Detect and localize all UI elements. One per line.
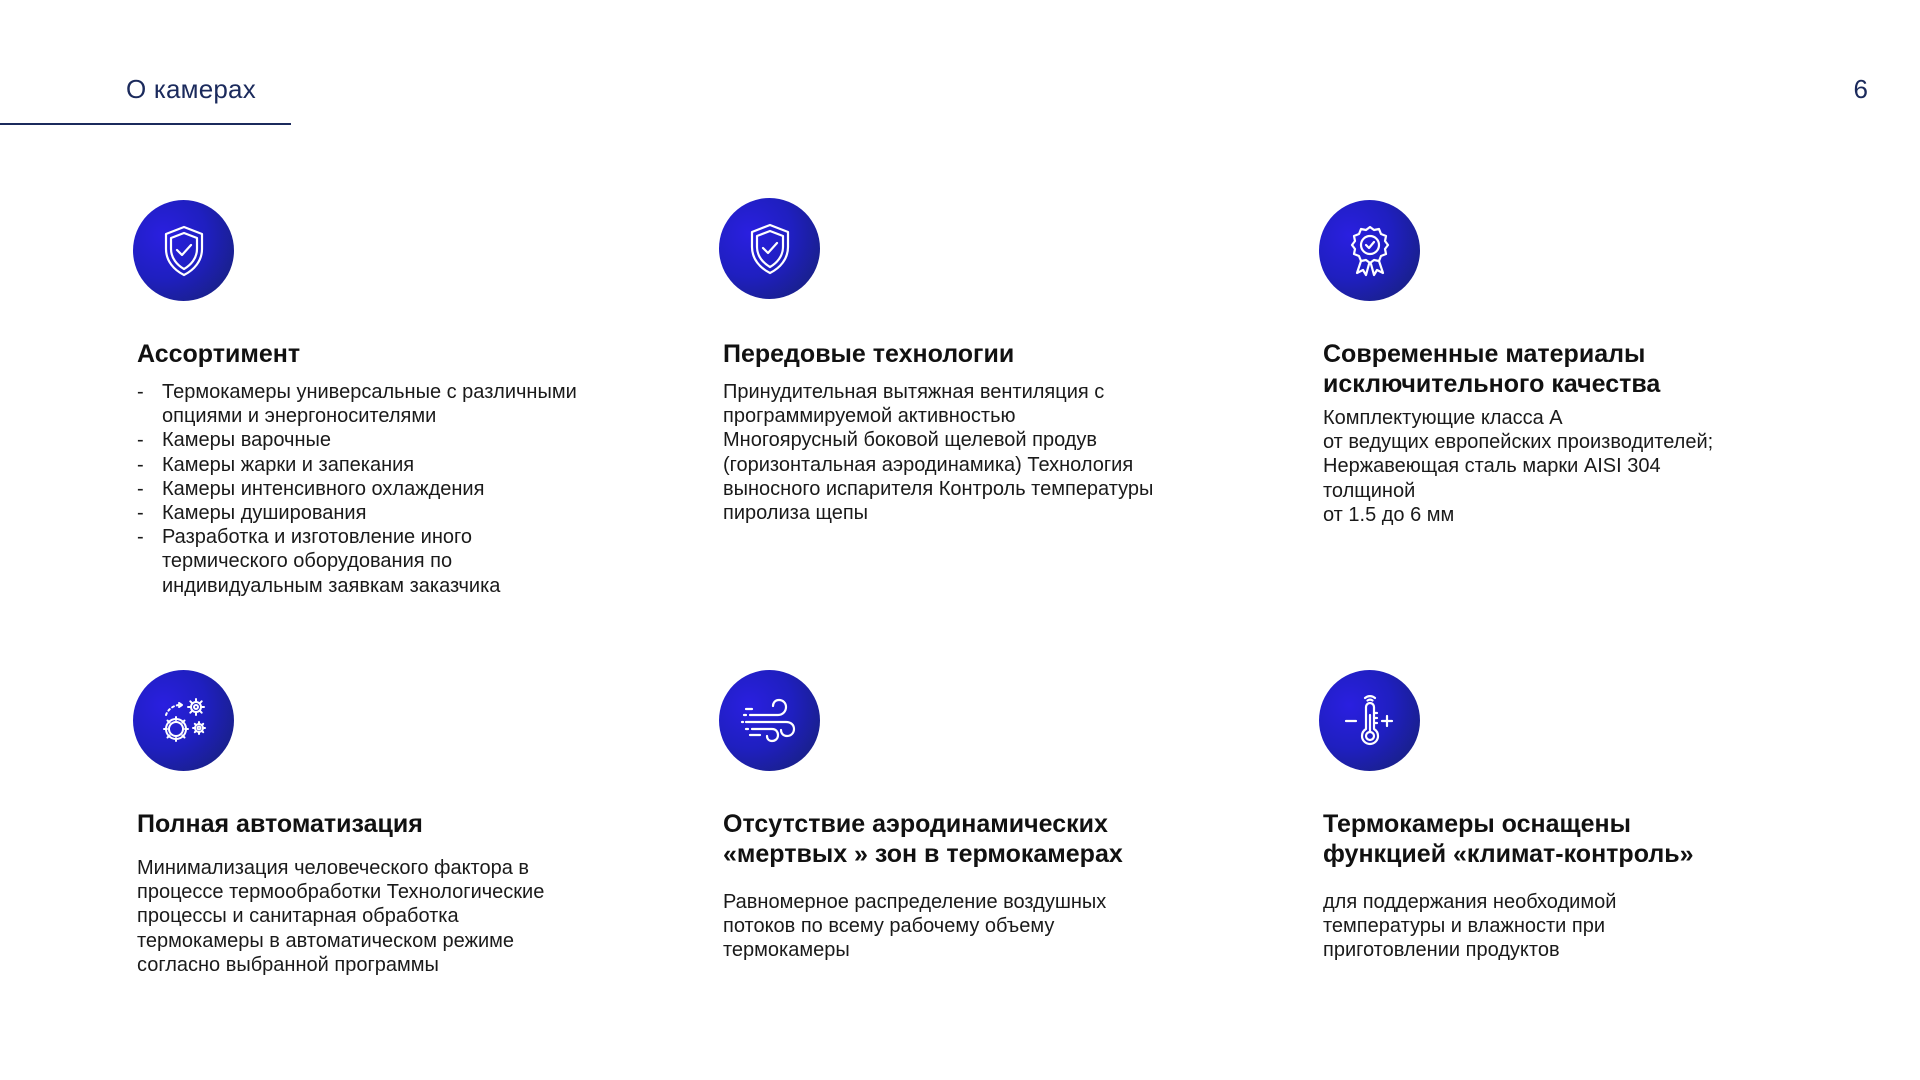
card-title: Термокамеры оснащены функцией «климат-контроль»	[1323, 810, 1694, 868]
list-item: - Камеры душирования	[137, 501, 577, 525]
shield-check-icon	[719, 198, 820, 299]
gears-icon	[133, 670, 234, 771]
quality-badge-icon	[1319, 200, 1420, 301]
header-title: О камерах	[126, 74, 256, 104]
thermometer-icon	[1319, 670, 1420, 771]
card-title: Современные материалы исключительного качества	[1323, 340, 1661, 398]
card-body: Принудительная вытяжная вентиляция с программируемой активностью Многоярусный боковой щелевой продув (горизонтальная аэродинамика) Технология выносного испарителя Контроль температуры пиролиза щепы	[723, 381, 1154, 525]
card-title: Полная автоматизация	[137, 810, 423, 838]
list-item: - Камеры жарки и запекания	[137, 453, 577, 477]
card-body: Минимализация человеческого фактора в процессе термообработки Технологические процессы и санитарная обработка термокамеры в автоматическом режиме согласно выбранной программы	[137, 857, 545, 976]
card-body: Комплектующие класса А от ведущих европейских производителей; Нержавеющая сталь марки AISI 304 толщиной от 1.5 до 6 мм	[1323, 407, 1714, 526]
wind-icon	[719, 670, 820, 771]
list-item: - Разработка и изготовление иного термического оборудования по индивидуальным заявкам заказчика	[137, 525, 577, 598]
card-body: для поддержания необходимой температуры и влажности при приготовлении продуктов	[1323, 891, 1617, 962]
card-title: Отсутствие аэродинамических «мертвых » зон в термокамерах	[723, 810, 1123, 868]
list-item: - Термокамеры универсальные с различными опциями и энергоносителями	[137, 380, 577, 428]
card-body	[137, 380, 577, 598]
header-underline	[0, 123, 291, 125]
list-item: - Камеры варочные	[137, 428, 577, 452]
card-title: Ассортимент	[137, 340, 301, 368]
shield-check-icon	[133, 200, 234, 301]
page-number: 6	[1853, 74, 1868, 104]
card-title: Передовые технологии	[723, 340, 1015, 368]
assortment-list	[137, 380, 577, 598]
card-body: Равномерное распределение воздушных потоков по всему рабочему объему термокамеры	[723, 891, 1107, 962]
list-item: - Камеры интенсивного охлаждения	[137, 477, 577, 501]
